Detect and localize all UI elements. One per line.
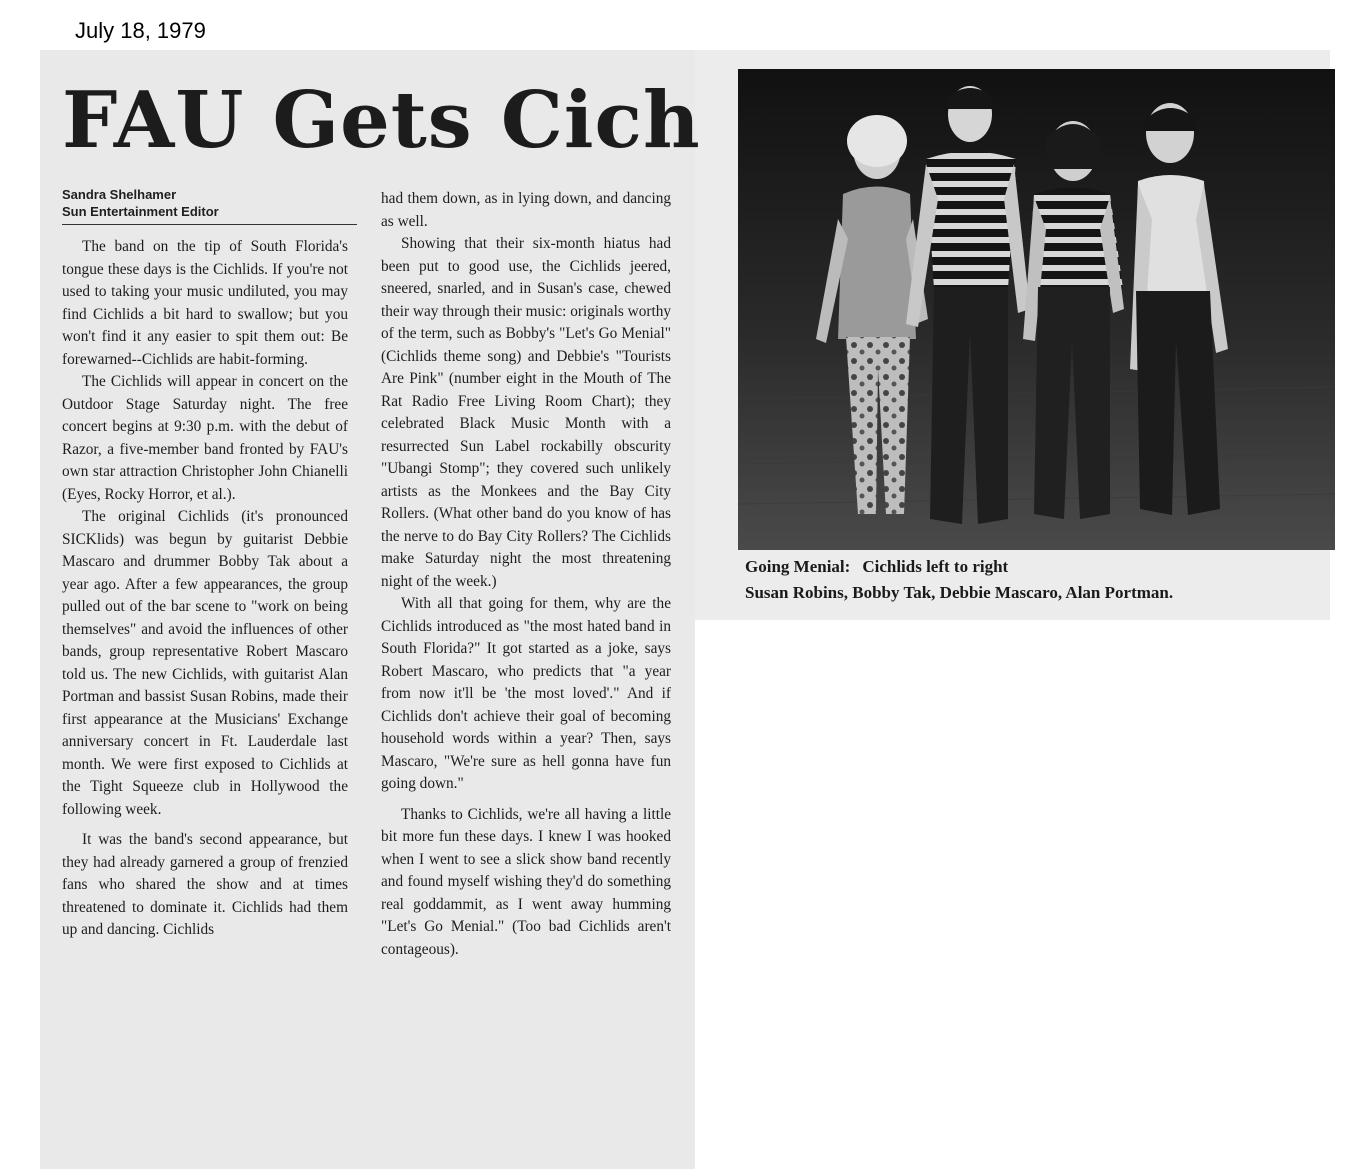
paragraph: Showing that their six-month hiatus had been put to good use, the Cichlids jeered, sneered, snarled, and in Susan's case, chewed their way through their music: originals worthy of the term, such as Bobby's "Let's Go Menial" (Cichlids theme song) and Debbie's "Tourists Are Pink" (number eight in the Mouth of The Rat Radio Free Living Room Chart); they celebrated Black Music Month with a resurrected Sun Label rockabilly obscurity "Ubangi Stomp"; they covered such unlikely artists as the Monkees and the Bay City Rollers. (What other band do you know of has the nerve to do Bay City Rollers? The Cichlids make Saturday night the most threatening night of the week.) — [381, 235, 671, 590]
paragraph: The band on the tip of South Florida's tongue these days is the Cichlids. If you're not used to taking your music undiluted, you may find Cichlids a bit hard to swallow; but you won't find it any easier to spit them out: Be forewarned--Cichlids are habit-forming. — [62, 238, 348, 368]
caption-lead: Going Menial: — [745, 557, 851, 576]
paragraph: With all that going for them, why are the Cichlids introduced as "the most hated band in South Florida?" It got started as a joke, says Robert Mascaro, who predicts that "a year from now it'll be 'the most loved'." And if Cichlids don't achieve their goal of becoming household words within a year? Then, says Mascaro, "We're sure as hell gonna have fun going down." — [381, 595, 671, 792]
band-photo — [738, 69, 1335, 550]
caption-line-2: Susan Robins, Bobby Tak, Debbie Mascaro, Alan Portman. — [745, 583, 1174, 602]
caption-text: Cichlids left to right — [862, 557, 1009, 576]
headline: FAU Gets Cich — [62, 75, 701, 166]
byline — [62, 186, 362, 220]
byline-divider — [62, 224, 357, 225]
paragraph: The original Cichlids (it's pronounced SICKlids) was begun by guitarist Debbie Mascaro and drummer Bobby Tak about a year ago. After a few appearances, the group pulled out of the bar scene to "work on being themselves" and avoid the influences of other bands, group representative Robert Mascaro told us. The new Cichlids, with guitarist Alan Portman and bassist Susan Robins, made their first appearance at the Musicians' Exchange anniversary concert in Ft. Lauderdale last month. We were first exposed to Cichlids at the Tight Squeeze club in Hollywood the following week. — [62, 508, 348, 818]
paragraph: The Cichlids will appear in concert on the Outdoor Stage Saturday night. The free concert begins at 9:30 p.m. with the debut of Razor, a five-member band fronted by FAU's own star attraction Christopher John Chianelli (Eyes, Rocky Horror, et al.). — [62, 373, 348, 503]
byline-author: Sandra Shelhamer — [62, 187, 177, 202]
publication-date: July 18, 1979 — [75, 18, 206, 43]
byline-title: Sun Entertainment Editor — [62, 204, 219, 219]
caption-line-1 — [745, 554, 1325, 580]
paragraph: had them down, as in lying down, and dancing as well. — [381, 190, 671, 230]
article-column-1 — [62, 236, 348, 942]
paragraph: Thanks to Cichlids, we're all having a little bit more fun these days. I knew I was hooked when I went to see a slick show band recently and found myself wishing they'd do something real goddammit, as I went away humming "Let's Go Menial." (Too bad Cichlids aren't contageous). — [381, 805, 671, 958]
article-column-2 — [381, 188, 671, 961]
paragraph: It was the band's second appearance, but they had already garnered a group of frenzied fans who shared the show and at times threatened to dominate it. Cichlids had them up and dancing. Cichlids — [62, 831, 348, 938]
band-photo-illustration — [738, 69, 1335, 550]
photo-caption — [745, 554, 1325, 606]
